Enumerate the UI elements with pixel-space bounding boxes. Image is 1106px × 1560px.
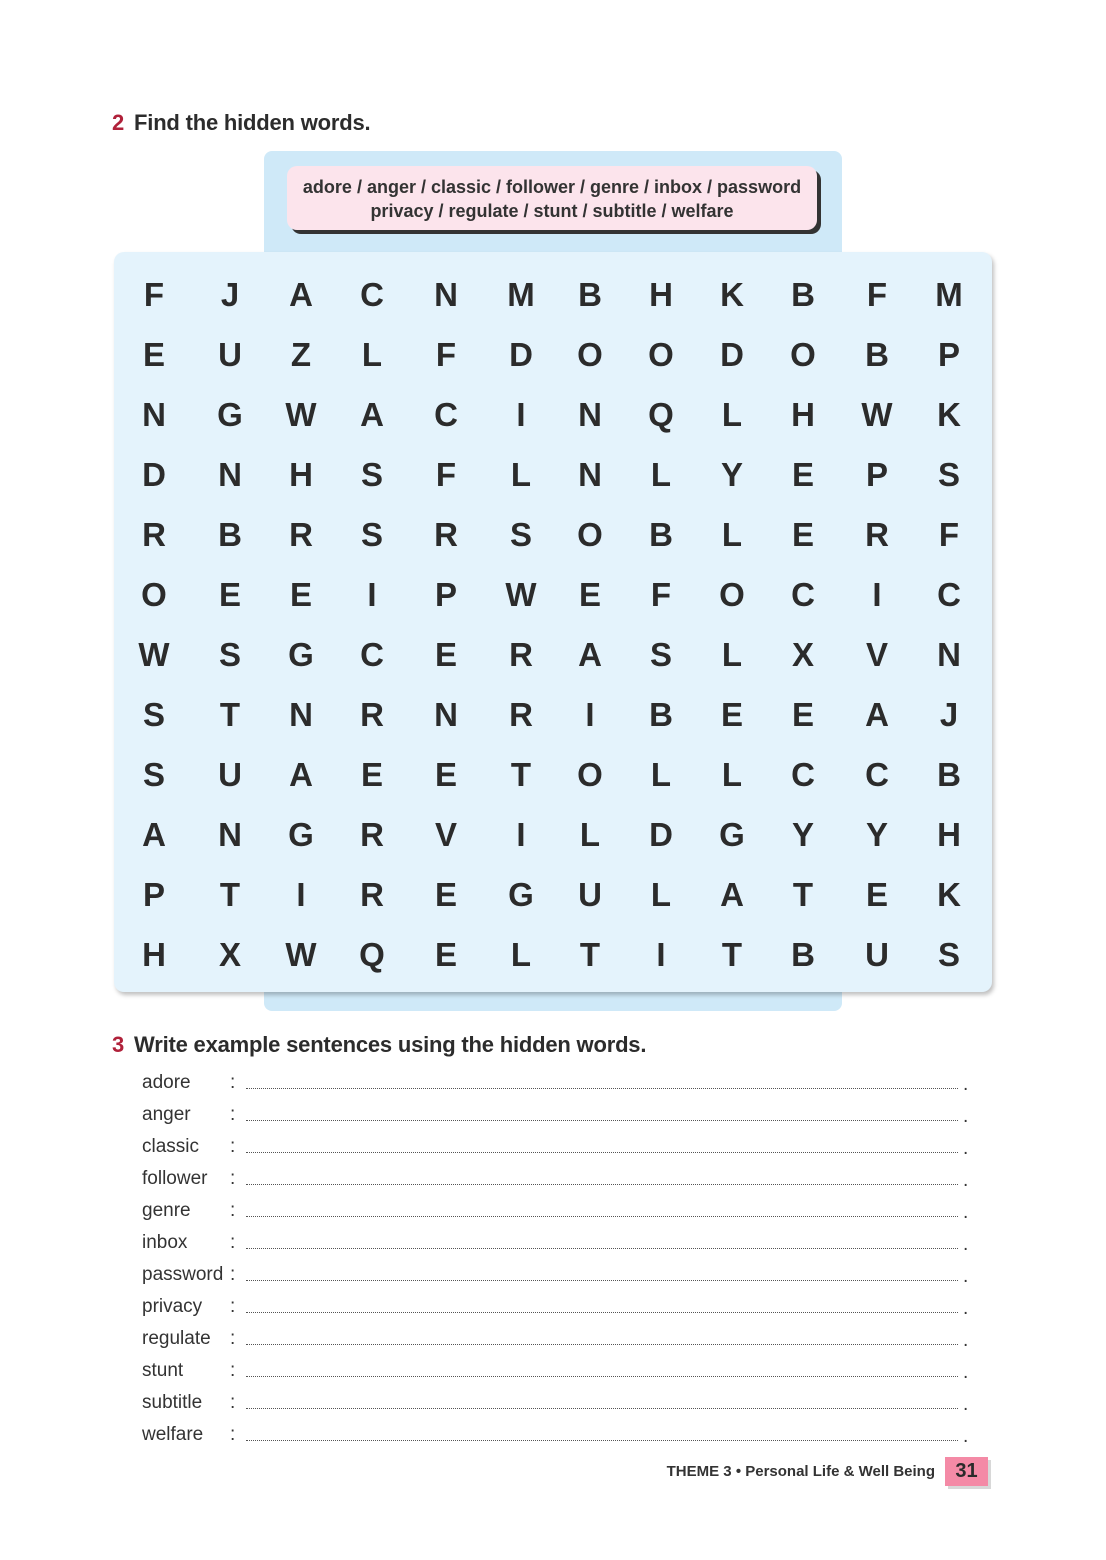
sentence-word: regulate [142,1328,211,1349]
grid-letter[interactable]: I [296,876,306,913]
sentence-row [142,1294,972,1324]
grid-letter[interactable]: A [865,696,889,733]
grid-letter[interactable]: M [507,276,535,313]
grid-letter[interactable]: I [516,396,526,433]
exercise-2-number: 2 [112,110,125,135]
grid-letter[interactable]: U [865,936,889,973]
grid-letter[interactable]: Y [791,816,814,853]
sentence-word: inbox [142,1232,188,1253]
grid-letter[interactable]: E [434,936,457,973]
grid-letter[interactable]: O [648,336,674,373]
sentence-end-mark: . [963,1330,969,1351]
grid-letter[interactable]: S [360,516,383,553]
grid-letter[interactable]: N [142,396,166,433]
grid-letter[interactable]: E [218,576,241,613]
sentence-answer-line[interactable] [246,1408,958,1409]
grid-letter[interactable]: O [577,756,603,793]
grid-letter[interactable]: B [578,276,602,313]
sentence-end-mark: . [963,1298,969,1319]
grid-letter[interactable]: R [360,876,384,913]
grid-letter[interactable]: K [720,276,744,313]
grid-letter[interactable]: N [578,396,602,433]
grid-letter[interactable]: S [509,516,532,553]
grid-letter[interactable]: F [866,276,888,313]
sentence-colon: : [230,1264,236,1285]
sentence-word: welfare [142,1424,204,1445]
grid-letter[interactable]: E [865,876,888,913]
grid-letter[interactable]: L [650,456,672,493]
grid-letter[interactable]: W [285,936,317,973]
grid-letter[interactable]: A [142,816,166,853]
sentence-word: follower [142,1168,208,1189]
grid-letter[interactable]: V [865,636,888,673]
grid-letter[interactable]: E [434,876,457,913]
sentence-end-mark: . [963,1170,969,1191]
sentence-colon: : [230,1392,236,1413]
sentence-row [142,1390,972,1420]
grid-letter[interactable]: R [509,636,533,673]
grid-letter[interactable]: T [579,936,601,973]
grid-letter[interactable]: F [938,516,960,553]
sentence-colon: : [230,1232,236,1253]
grid-letter[interactable]: T [792,876,814,913]
grid-letter[interactable]: E [578,576,601,613]
grid-letter[interactable]: T [721,936,743,973]
grid-letter[interactable]: Y [720,456,743,493]
sentence-colon: : [230,1168,236,1189]
sentence-word: anger [142,1104,191,1125]
grid-letter[interactable]: H [791,396,815,433]
grid-letter[interactable]: E [434,636,457,673]
sentence-word: privacy [142,1296,203,1317]
grid-letter[interactable]: E [434,756,457,793]
grid-letter[interactable]: C [791,756,815,793]
grid-letter[interactable]: L [579,816,601,853]
grid-letter[interactable]: V [434,816,457,853]
sentence-answer-line[interactable] [246,1376,958,1377]
grid-letter[interactable]: N [289,696,313,733]
grid-letter[interactable]: P [142,876,165,913]
sentence-row [142,1262,972,1292]
grid-letter[interactable]: S [360,456,383,493]
sentence-word: genre [142,1200,191,1221]
grid-letter[interactable]: N [578,456,602,493]
grid-letter[interactable]: H [937,816,961,853]
grid-letter[interactable]: Q [648,396,674,433]
grid-letter[interactable]: A [289,756,313,793]
sentence-end-mark: . [963,1234,969,1255]
sentence-colon: : [230,1136,236,1157]
grid-letter[interactable]: D [509,336,533,373]
grid-letter[interactable]: F [143,276,165,313]
grid-letter[interactable]: I [656,936,666,973]
grid-letter[interactable]: B [791,276,815,313]
grid-letter[interactable]: B [218,516,242,553]
grid-letter[interactable]: R [865,516,889,553]
sentence-word: password [142,1264,224,1285]
sentence-row [142,1166,972,1196]
grid-letter[interactable]: C [937,576,961,613]
grid-letter[interactable]: I [367,576,377,613]
sentence-end-mark: . [963,1202,969,1223]
grid-letter[interactable]: O [577,516,603,553]
grid-letter[interactable]: W [285,396,317,433]
exercise-2-title [112,110,370,136]
grid-letter[interactable]: P [937,336,960,373]
grid-letter[interactable]: C [360,636,384,673]
grid-letter[interactable]: I [585,696,595,733]
grid-letter[interactable]: A [360,396,384,433]
sentence-row [142,1198,972,1228]
grid-letter[interactable]: L [650,756,672,793]
grid-letter[interactable]: C [360,276,384,313]
grid-letter[interactable]: E [791,516,814,553]
grid-letter[interactable]: R [289,516,313,553]
grid-letter[interactable]: S [142,696,165,733]
grid-letter[interactable]: K [937,876,961,913]
sentence-end-mark: . [963,1394,969,1415]
grid-letter[interactable]: W [861,396,893,433]
grid-letter[interactable]: H [142,936,166,973]
sentence-answer-line[interactable] [246,1152,958,1153]
sentence-end-mark: . [963,1266,969,1287]
grid-letter[interactable]: E [720,696,743,733]
sentence-answer-line[interactable] [246,1344,958,1345]
grid-letter[interactable]: Z [290,336,312,373]
grid-letter[interactable]: N [218,456,242,493]
grid-letter[interactable]: U [578,876,602,913]
grid-letter[interactable]: E [289,576,312,613]
grid-letter[interactable]: J [220,276,240,313]
sentence-end-mark: . [963,1106,969,1127]
grid-letter[interactable]: L [721,396,743,433]
grid-letter[interactable]: B [865,336,889,373]
grid-letter[interactable]: E [791,696,814,733]
grid-letter[interactable]: A [720,876,744,913]
sentence-word: subtitle [142,1392,203,1413]
exercise-3-number: 3 [112,1032,125,1057]
grid-letter[interactable]: C [434,396,458,433]
sentence-word: stunt [142,1360,184,1381]
sentence-row [142,1070,972,1100]
sentence-row [142,1230,972,1260]
grid-letter[interactable]: M [935,276,963,313]
grid-letter[interactable]: X [218,936,241,973]
sentence-colon: : [230,1072,236,1093]
sentence-colon: : [230,1200,236,1221]
footer-theme-label: THEME 3 • Personal Life & Well Being [666,1463,935,1480]
grid-letter[interactable]: S [218,636,241,673]
grid-letter[interactable]: B [649,516,673,553]
sentence-answer-line[interactable] [246,1120,958,1121]
grid-letter[interactable]: B [937,756,961,793]
grid-letter[interactable]: R [509,696,533,733]
grid-letter[interactable]: G [288,816,314,853]
word-list-line-1: adore / anger / classic / follower / genre / inbox / password [302,177,802,197]
grid-letter[interactable]: E [791,456,814,493]
grid-letter[interactable]: A [578,636,602,673]
sentence-row [142,1422,972,1452]
grid-letter[interactable]: B [791,936,815,973]
sentence-row [142,1102,972,1132]
grid-letter[interactable]: G [719,816,745,853]
grid-letter[interactable]: S [937,456,960,493]
grid-letter[interactable]: P [434,576,457,613]
grid-letter[interactable]: L [510,936,532,973]
sentence-answer-line[interactable] [246,1312,958,1313]
sentence-answer-line[interactable] [246,1248,958,1249]
grid-letter[interactable]: S [649,636,672,673]
grid-letter[interactable]: D [142,456,166,493]
grid-letter[interactable]: I [872,576,882,613]
grid-letter[interactable]: O [790,336,816,373]
grid-letter[interactable]: C [791,576,815,613]
exercise-2-instruction: Find the hidden words. [134,110,371,135]
grid-letter[interactable]: S [142,756,165,793]
word-list-line-2: privacy / regulate / stunt / subtitle / welfare [370,201,734,221]
sentence-end-mark: . [963,1138,969,1159]
grid-letter[interactable]: G [508,876,534,913]
grid-letter[interactable]: X [791,636,814,673]
grid-letter[interactable]: W [138,636,170,673]
word-search-grid [114,252,992,992]
grid-letter[interactable]: F [435,336,457,373]
sentence-colon: : [230,1360,236,1381]
sentence-end-mark: . [963,1074,969,1095]
sentence-end-mark: . [963,1426,969,1447]
grid-letter[interactable]: F [650,576,672,613]
sentence-colon: : [230,1296,236,1317]
sentence-word: classic [142,1136,200,1157]
grid-letter[interactable]: U [218,756,242,793]
grid-letter[interactable]: G [288,636,314,673]
grid-letter[interactable]: J [939,696,959,733]
grid-letter[interactable]: G [217,396,243,433]
sentence-colon: : [230,1424,236,1445]
sentence-colon: : [230,1328,236,1349]
grid-letter[interactable]: L [721,516,743,553]
grid-letter[interactable]: Y [865,816,888,853]
grid-letter[interactable]: T [219,696,241,733]
grid-letter[interactable]: P [865,456,888,493]
grid-letter[interactable]: L [510,456,532,493]
sentence-answer-line[interactable] [246,1184,958,1185]
exercise-3-title [112,1032,646,1058]
exercise-3-instruction: Write example sentences using the hidden words. [134,1032,647,1057]
grid-letter[interactable]: Q [359,936,385,973]
grid-letter[interactable]: L [721,636,743,673]
grid-letter[interactable]: H [649,276,673,313]
grid-letter[interactable]: E [142,336,165,373]
grid-letter[interactable]: N [218,816,242,853]
grid-letter[interactable]: T [219,876,241,913]
grid-letter[interactable]: N [434,696,458,733]
grid-letter[interactable]: R [142,516,166,553]
page-number: 31 [945,1457,988,1486]
grid-letter[interactable]: D [720,336,744,373]
grid-letter[interactable]: O [719,576,745,613]
grid-letter[interactable]: K [937,396,961,433]
sentence-colon: : [230,1104,236,1125]
sentence-answer-line[interactable] [246,1088,958,1089]
sentence-row [142,1134,972,1164]
sentence-answer-line[interactable] [246,1280,958,1281]
grid-letter[interactable]: U [218,336,242,373]
grid-letter[interactable]: L [361,336,383,373]
grid-letter[interactable]: W [505,576,537,613]
grid-letter[interactable]: T [510,756,532,793]
word-list-box [287,166,817,230]
sentence-end-mark: . [963,1362,969,1383]
grid-letter[interactable]: B [649,696,673,733]
sentence-row [142,1358,972,1388]
grid-letter[interactable]: R [434,516,458,553]
grid-letter[interactable]: R [360,816,384,853]
grid-letter[interactable]: H [289,456,313,493]
grid-letter[interactable]: O [141,576,167,613]
grid-letter[interactable]: S [937,936,960,973]
grid-letter[interactable]: L [721,756,743,793]
grid-letter[interactable]: N [937,636,961,673]
grid-letter[interactable]: O [577,336,603,373]
grid-letter[interactable]: I [516,816,526,853]
grid-letter[interactable]: L [650,876,672,913]
sentence-row [142,1326,972,1356]
grid-letter[interactable]: A [289,276,313,313]
grid-letter[interactable]: C [865,756,889,793]
grid-letter[interactable]: D [649,816,673,853]
grid-letter[interactable]: R [360,696,384,733]
grid-letter[interactable]: F [435,456,457,493]
grid-letter[interactable]: E [360,756,383,793]
sentence-answer-line[interactable] [246,1216,958,1217]
grid-letter[interactable]: N [434,276,458,313]
sentence-word: adore [142,1072,191,1093]
sentence-answer-line[interactable] [246,1440,958,1441]
